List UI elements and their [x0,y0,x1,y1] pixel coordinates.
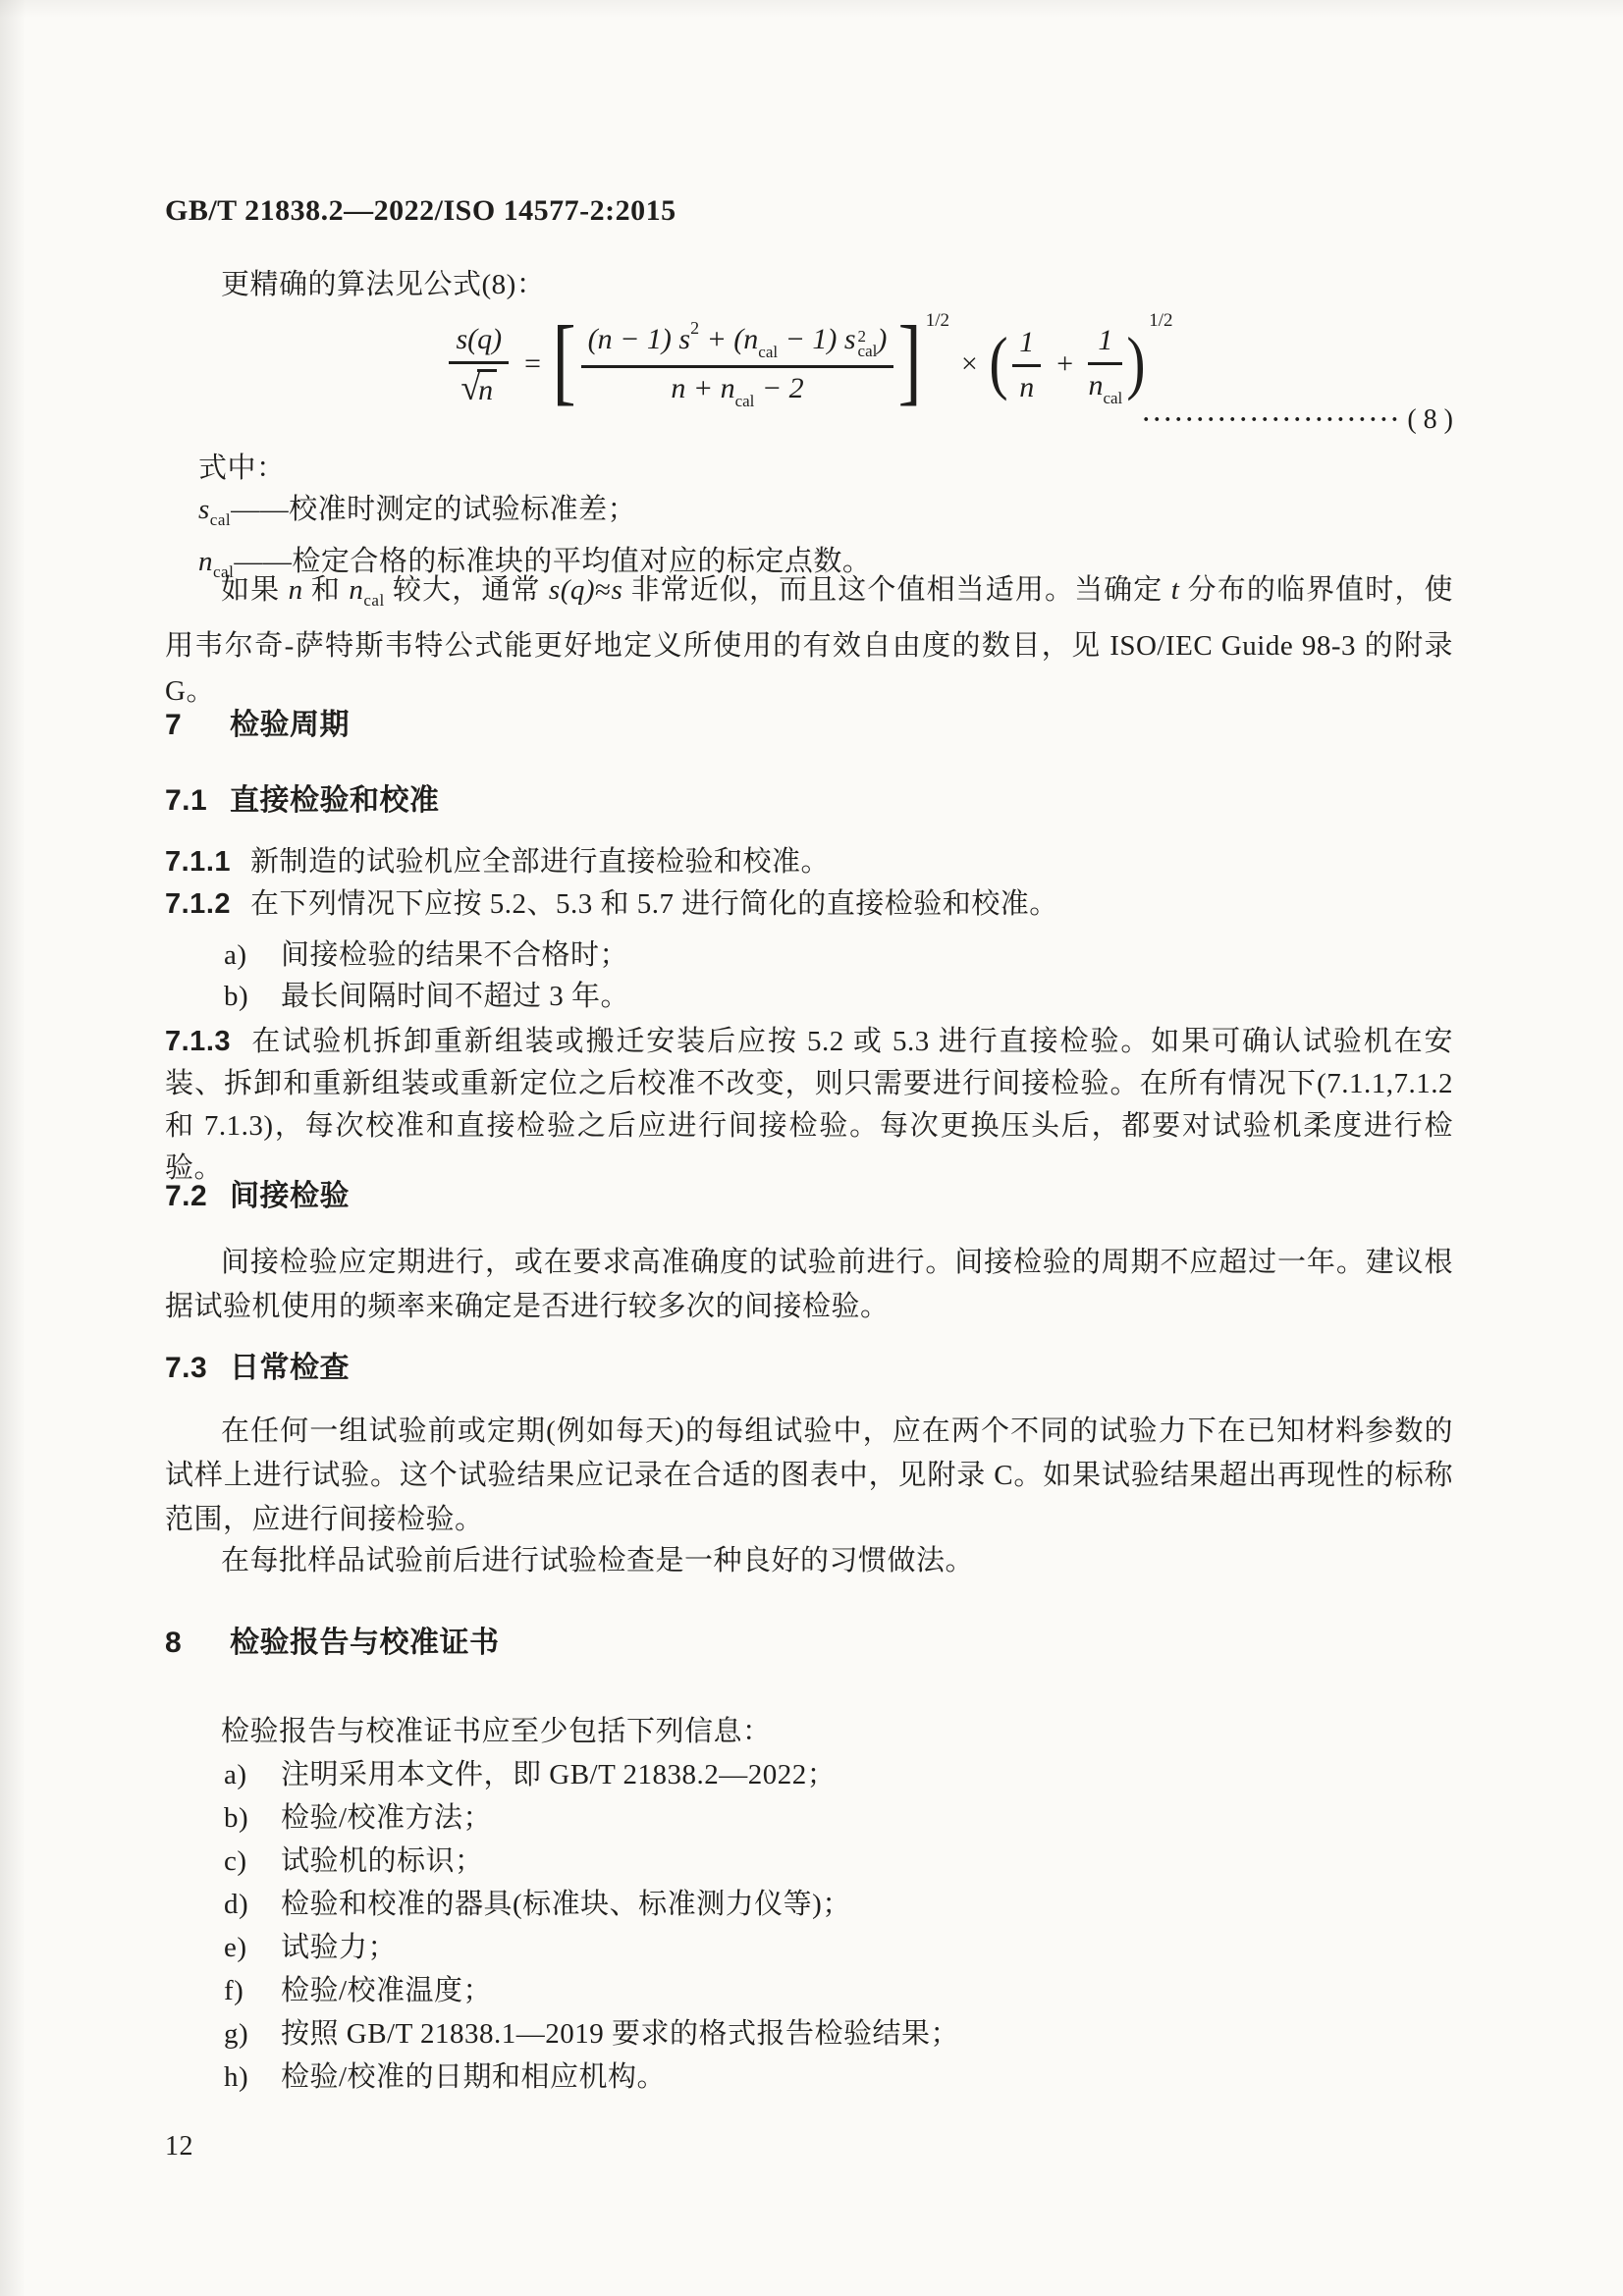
clause-7-2-title: 间接检验 [230,1180,350,1212]
section-7-number: 7 [165,709,183,741]
section-7-heading [165,704,1453,747]
clause-7-1-number: 7.1 [165,784,208,817]
note-paragraph: 如果 n 和 $n_{cal}$ 较大，通常 s(q)≈s 非常近似，而且这个值相当适用。当确定 t 分布的临界值时，使用韦尔奇-萨特斯韦特公式能更好地定义所使用的有效自由度的数目，见 ISO/IEC Guide 98-3 的附录 G。 [165,574,1453,707]
section-8-intro: 检验报告与校准证书应至少包括下列信息： [221,1716,772,1747]
list-item: a) 注明采用本文件，即 GB/T 21838.2—2022； [224,1759,837,1790]
list-item: b) 最长间隔时间不超过 3 年。 [224,981,630,1012]
clause-7-2-heading [165,1175,1453,1218]
clause-7-1-3: 7.1.3 在试验机拆卸重新组装或搬迁安装后应按 5.2 或 5.3 进行直接检验。如果可确认试验机在安装、拆卸和重新组装或重新定位之后校准不改变，则只需要进行间接检验。在所有情况下(7.1.1,7.1.2 和 7.1.3)，每次校准和直接检验之后应进行间接检验。每次更换压头后，都要对试验机柔度进行检验。 [165,1026,1453,1184]
clause-7-3-paragraph-1: 在任何一组试验前或定期(例如每天)的每组试验中，应在两个不同的试验力下在已知材料参数的试样上进行试验。这个试验结果应记录在合适的图表中，见附录 C。如果试验结果超出再现性的标称范围，应进行间接检验。 [165,1415,1453,1535]
list-item: h) 检验/校准的日期和相应机构。 [224,2061,667,2093]
clause-7-2-number: 7.2 [165,1180,208,1212]
sqrt-sign: √ [460,367,481,407]
equation-8: $\frac{s(q)}{√n}$ = [ (n − 1) $s^2 + (n_{cal} - 1)$ s 2 cal ) $n + n_{cal} - 2$ ] 1/2 × ( $\frac{1}{n}$ + $\frac{1}{n_{cal}}$ ) 1/2 [165,297,1453,430]
clause-7-1-1: 7.1.1 新制造的试验机应全部进行直接检验和校准。 [165,846,831,878]
equals-sign: = [522,347,543,380]
standard-number: GB/T 21838.2—2022/ISO 14577-2:2015 [165,194,676,227]
list-item: c) 试验机的标识； [224,1845,484,1877]
lhs-fraction: $\frac{s(q)}{√n}$ [449,323,509,405]
times-sign: × [958,347,980,380]
exponent-half: 1/2 [925,310,949,331]
equation-number-line [165,398,1453,443]
clause-7-3-heading [165,1347,1453,1390]
list-item: f) 检验/校准温度； [224,1975,493,2006]
equation-number: ( 8 ) [1407,404,1453,435]
list-item: a) 间接检验的结果不合格时； [224,939,629,971]
page-header [165,193,1049,229]
clause-7-3-title: 日常检查 [230,1352,350,1384]
exponent-half-2: 1/2 [1149,310,1173,331]
one-over-n-cal: $\frac{1}{n_{cal}}$ [1088,323,1123,407]
clause-7-1-2-list [165,934,1512,1017]
where-label: 式中： [198,453,286,484]
list-item: e) 试验力； [224,1932,398,1963]
clause-7-3-paragraph-2: 在每批样品试验前后进行试验检查是一种良好的习惯做法。 [221,1545,975,1576]
section-8-list [165,1753,1512,2099]
symbol-s-cal: $s_{cal}——$校准时测定的试验标准差； [198,494,637,529]
list-item: g) 按照 GB/T 21838.1—2019 要求的格式报告检验结果； [224,2018,960,2050]
page-number: 12 [165,2131,193,2162]
clause-7-1-2: 7.1.2 在下列情况下应按 5.2、5.3 和 5.7 进行简化的直接检验和校准。 [165,888,1058,920]
main-fraction: (n − 1) $s^2 + (n_{cal} - 1)$ s 2 cal ) $n + n_{cal} - 2$ [581,321,894,407]
section-8-number: 8 [165,1627,183,1659]
clause-7-2-paragraph: 间接检验应定期进行，或在要求高准确度的试验前进行。间接检验的周期不应超过一年。建议根据试验机使用的频率来确定是否进行较多次的间接检验。 [165,1247,1453,1322]
clause-7-1-heading [165,779,1453,823]
one-over-n: $\frac{1}{n}$ [1012,326,1041,402]
section-7-title: 检验周期 [230,709,350,741]
symbol-n-cal: $n_{cal}——$检定合格的标准块的平均值对应的标定点数。 [198,545,872,581]
formula-intro-line: 更精确的算法见公式(8)： [221,269,546,300]
list-item: d) 检验和校准的器具(标准块、标准测力仪等)； [224,1889,851,1920]
clause-7-1-title: 直接检验和校准 [230,784,440,817]
dot-leader: ························ [1142,407,1402,433]
section-8-heading [165,1622,1453,1665]
clause-7-3-number: 7.3 [165,1352,208,1384]
plus-sign: + [1055,347,1075,380]
list-item: b) 检验/校准方法； [224,1802,493,1834]
section-8-title: 检验报告与校准证书 [230,1627,500,1659]
